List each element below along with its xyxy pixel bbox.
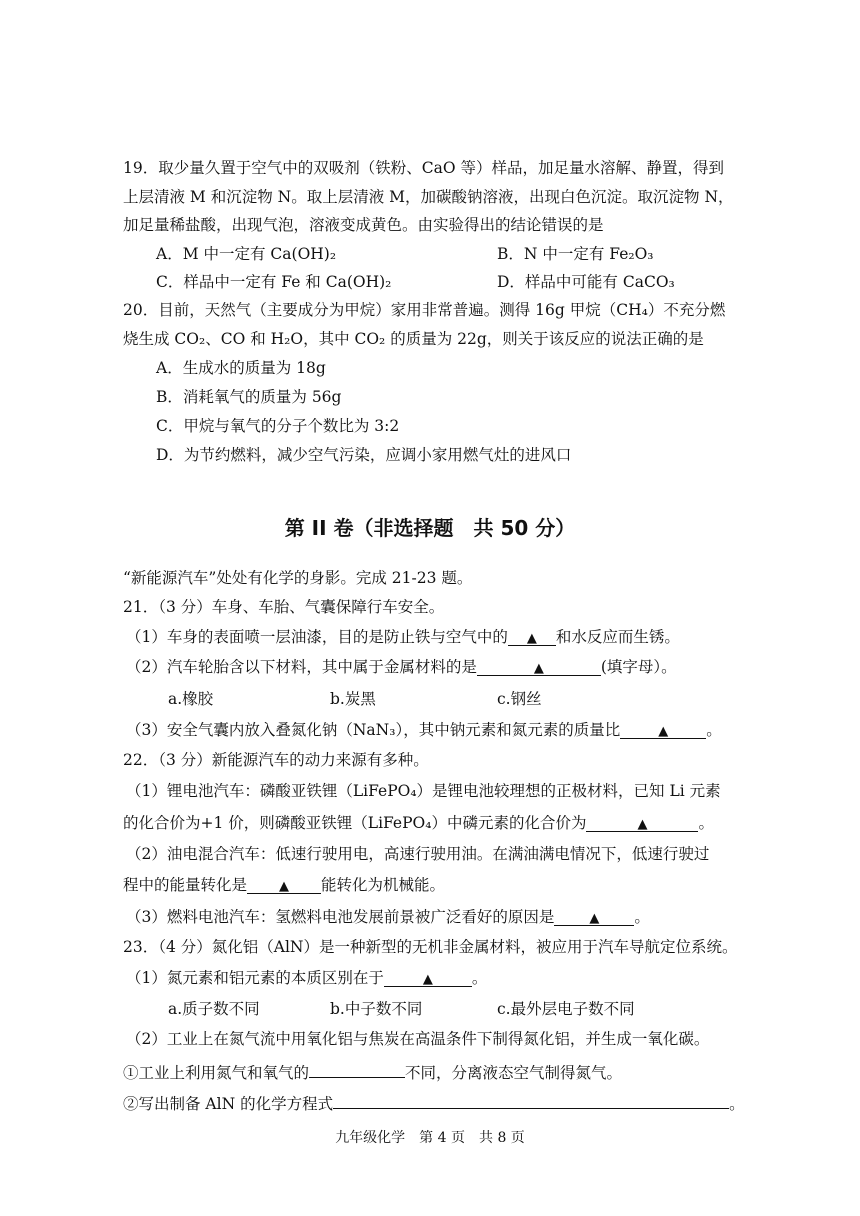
q22-p1-text-after: 。 bbox=[698, 814, 714, 832]
q19-option-d: D．样品中可能有 CaCO₃ bbox=[497, 273, 675, 291]
q22-part-1-line-1: （1）锂电池汽车：磷酸亚铁锂（LiFePO₄）是锂电池较理想的正极材料，已知 Li 元素 bbox=[126, 782, 721, 800]
q23-part-2-i bbox=[123, 1059, 622, 1084]
q21-title: 21．（3 分）车身、车胎、气囊保障行车安全。 bbox=[123, 598, 445, 616]
triangle-icon: ▲ bbox=[526, 631, 537, 646]
q20-option-d: D．为节约燃料，减少空气污染，应调小家用燃气灶的进风口 bbox=[156, 446, 572, 464]
q19-option-a: A．M 中一定有 Ca(OH)₂ bbox=[156, 245, 337, 263]
q22-p2-text-after: 能转化为机械能。 bbox=[321, 876, 446, 894]
q21-p3-blank bbox=[620, 720, 706, 739]
q23-p2ii-text: ②写出制备 AlN 的化学方程式 bbox=[123, 1095, 334, 1113]
q23-p2i-text: ①工业上利用氮气和氧气的 bbox=[123, 1064, 310, 1082]
q19-line-2: 上层清液 M 和沉淀物 N。取上层清液 M，加碳酸钠溶液，出现白色沉淀。取沉淀物 N， bbox=[123, 188, 734, 206]
q21-choice-a: a.橡胶 bbox=[168, 690, 214, 708]
triangle-icon: ▲ bbox=[422, 972, 433, 987]
q21-p3-text-after: 。 bbox=[706, 721, 722, 739]
q20-line-2: 烧生成 CO₂、CO 和 H₂O，其中 CO₂ 的质量为 22g，则关于该反应的说法正确的是 bbox=[123, 330, 704, 348]
q22-p2-text: 程中的能量转化是 bbox=[123, 876, 248, 894]
q19-line-3: 加足量稀盐酸，出现气泡，溶液变成黄色。由实验得出的结论错误的是 bbox=[123, 216, 604, 234]
q22-p3-blank bbox=[554, 907, 634, 926]
q22-p2-blank bbox=[247, 875, 321, 894]
q23-choice-a: a.质子数不同 bbox=[168, 1000, 260, 1018]
q20-option-a: A．生成水的质量为 18g bbox=[156, 359, 326, 377]
q23-choice-b: b.中子数不同 bbox=[330, 1000, 423, 1018]
q22-p3-text-after: 。 bbox=[634, 908, 650, 926]
q19-option-b: B．N 中一定有 Fe₂O₃ bbox=[497, 245, 654, 263]
section-intro: “新能源汽车”处处有化学的身影。完成 21-23 题。 bbox=[123, 569, 473, 587]
q22-part-2-line-2 bbox=[123, 874, 445, 896]
q23-part-1 bbox=[126, 967, 487, 989]
q22-part-2-line-1: （2）油电混合汽车：低速行驶用电，高速行驶用油。在满油满电情况下，低速行驶过 bbox=[126, 845, 710, 863]
q23-p2i-blank bbox=[309, 1059, 405, 1078]
section-heading: 第 II 卷（非选择题 共 50 分） bbox=[284, 516, 576, 540]
q21-part-3 bbox=[126, 719, 722, 741]
q23-p2ii-blank bbox=[333, 1090, 729, 1109]
q22-p1-blank bbox=[586, 813, 698, 832]
q20-option-c: C．甲烷与氧气的分子个数比为 3:2 bbox=[156, 417, 400, 435]
q21-part-1 bbox=[126, 626, 680, 648]
q23-p2i-text-after: 不同，分离液态空气制得氮气。 bbox=[405, 1064, 623, 1082]
q21-p2-blank bbox=[477, 657, 601, 676]
q23-part-2: （2）工业上在氮气流中用氧化铝与焦炭在高温条件下制得氮化铝，并生成一氧化碳。 bbox=[126, 1030, 710, 1048]
q21-choice-c: c.钢丝 bbox=[497, 690, 542, 708]
q21-choice-b: b.炭黑 bbox=[330, 690, 376, 708]
triangle-icon: ▲ bbox=[279, 879, 290, 894]
q20-option-b: B．消耗氧气的质量为 56g bbox=[156, 388, 342, 406]
q22-title: 22．（3 分）新能源汽车的动力来源有多种。 bbox=[123, 751, 429, 769]
q23-p1-text: （1）氮元素和铝元素的本质区别在于 bbox=[126, 969, 384, 987]
q21-p3-text: （3）安全气囊内放入叠氮化钠（NaN₃），其中钠元素和氮元素的质量比 bbox=[126, 721, 621, 739]
triangle-icon: ▲ bbox=[658, 724, 669, 739]
q21-p1-text: （1）车身的表面喷一层油漆，目的是防止铁与空气中的 bbox=[126, 628, 508, 646]
q21-part-2 bbox=[126, 656, 677, 678]
q21-p2-text: （2）汽车轮胎含以下材料，其中属于金属材料的是 bbox=[126, 658, 477, 676]
q19-line-1: 19．取少量久置于空气中的双吸剂（铁粉、CaO 等）样品，加足量水溶解、静置，得到 bbox=[123, 159, 724, 177]
q23-p1-blank bbox=[384, 968, 472, 987]
q22-p1-text: 的化合价为+1 价，则磷酸亚铁锂（LiFePO₄）中磷元素的化合价为 bbox=[123, 814, 587, 832]
q23-p2ii-text-after: 。 bbox=[729, 1095, 745, 1113]
q22-part-3 bbox=[126, 906, 650, 928]
q21-p1-text-after: 和水反应而生锈。 bbox=[555, 628, 680, 646]
q22-part-1-line-2 bbox=[123, 812, 714, 834]
q19-option-c: C．样品中一定有 Fe 和 Ca(OH)₂ bbox=[156, 273, 392, 291]
triangle-icon: ▲ bbox=[533, 661, 544, 676]
q20-line-1: 20．目前，天然气（主要成分为甲烷）家用非常普遍。测得 16g 甲烷（CH₄）不充分燃 bbox=[123, 301, 726, 319]
triangle-icon: ▲ bbox=[589, 911, 600, 926]
page-footer: 九年级化学 第 4 页 共 8 页 bbox=[335, 1130, 525, 1146]
q21-p2-text-after: (填字母）。 bbox=[600, 658, 677, 676]
triangle-icon: ▲ bbox=[637, 817, 648, 832]
q23-part-2-ii bbox=[123, 1090, 745, 1115]
q22-p3-text: （3）燃料电池汽车：氢燃料电池发展前景被广泛看好的原因是 bbox=[126, 908, 555, 926]
q23-p1-text-after: 。 bbox=[471, 969, 488, 987]
q23-choice-c: c.最外层电子数不同 bbox=[497, 1000, 635, 1018]
q21-p1-blank bbox=[508, 627, 556, 646]
q23-title: 23．（4 分）氮化铝（AlN）是一种新型的无机非金属材料，被应用于汽车导航定位系统。 bbox=[123, 938, 738, 956]
